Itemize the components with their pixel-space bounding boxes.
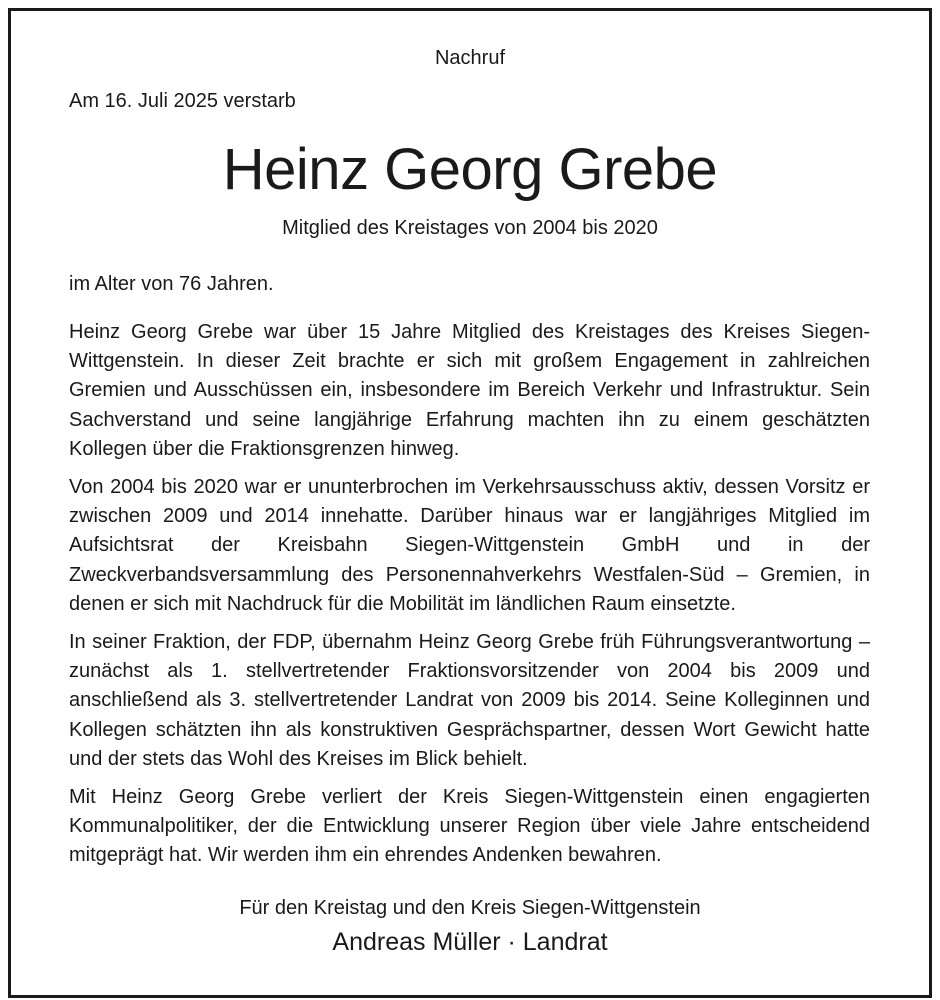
intro-line: Am 16. Juli 2025 verstarb — [69, 90, 296, 112]
office-line: Mitglied des Kreistages von 2004 bis 2020 — [282, 217, 658, 239]
signoff-line: Für den Kreistag und den Kreis Siegen-Wittgenstein — [239, 897, 701, 919]
deceased-name: Heinz Georg Grebe — [222, 137, 718, 202]
age-line: im Alter von 76 Jahren. — [69, 273, 274, 295]
body-paragraph: In seiner Fraktion, der FDP, übernahm Heinz Georg Grebe früh Führungsverantwortung – zunächst als 1. stellvertretender Fraktionsvorsitzender von 2004 bis 2009 und anschließend als 3. stellvertretender Landrat von 2009 bis 2014. Seine Kolleginnen und Kollegen schätzten ihn als konstruktiven Gesprächspartner, dessen Wort Gewicht hatte und der stets das Wohl des Kreises im Blick behielt. — [69, 631, 870, 770]
body-paragraph: Mit Heinz Georg Grebe verliert der Kreis Siegen-Wittgenstein einen engagierten Kommunalpolitiker, der die Entwicklung unserer Region über viele Jahre entscheidend mitgeprägt hat. Wir werden ihm ein ehrendes Andenken bewahren. — [69, 786, 870, 867]
body-paragraph: Heinz Georg Grebe war über 15 Jahre Mitglied des Kreistages des Kreises Siegen-Wittgenstein. In dieser Zeit brachte er sich mit großem Engagement in zahlreichen Gremien und Ausschüssen ein, insbesondere im Bereich Verkehr und Infrastruktur. Sein Sachverstand und seine langjährige Erfahrung machten ihn zu einem geschätzten Kollegen über die Fraktionsgrenzen hinweg. — [69, 321, 870, 460]
body-paragraph: Von 2004 bis 2020 war er ununterbrochen im Verkehrsausschuss aktiv, dessen Vorsitz er zwischen 2009 und 2014 innehatte. Darüber hinaus war er langjähriges Mitglied im Aufsichtsrat der Kreisbahn Siegen-Wittgenstein GmbH und in der Zweckverbandsversammlung des Personennahverkehrs Westfalen-Süd – Gremien, in denen er sich mit Nachdruck für die Mobilität im ländlichen Raum einsetzte. — [69, 476, 870, 615]
signer-line: Andreas Müller · Landrat — [332, 928, 608, 956]
notice-heading: Nachruf — [434, 47, 506, 69]
obituary-body — [69, 318, 870, 880]
